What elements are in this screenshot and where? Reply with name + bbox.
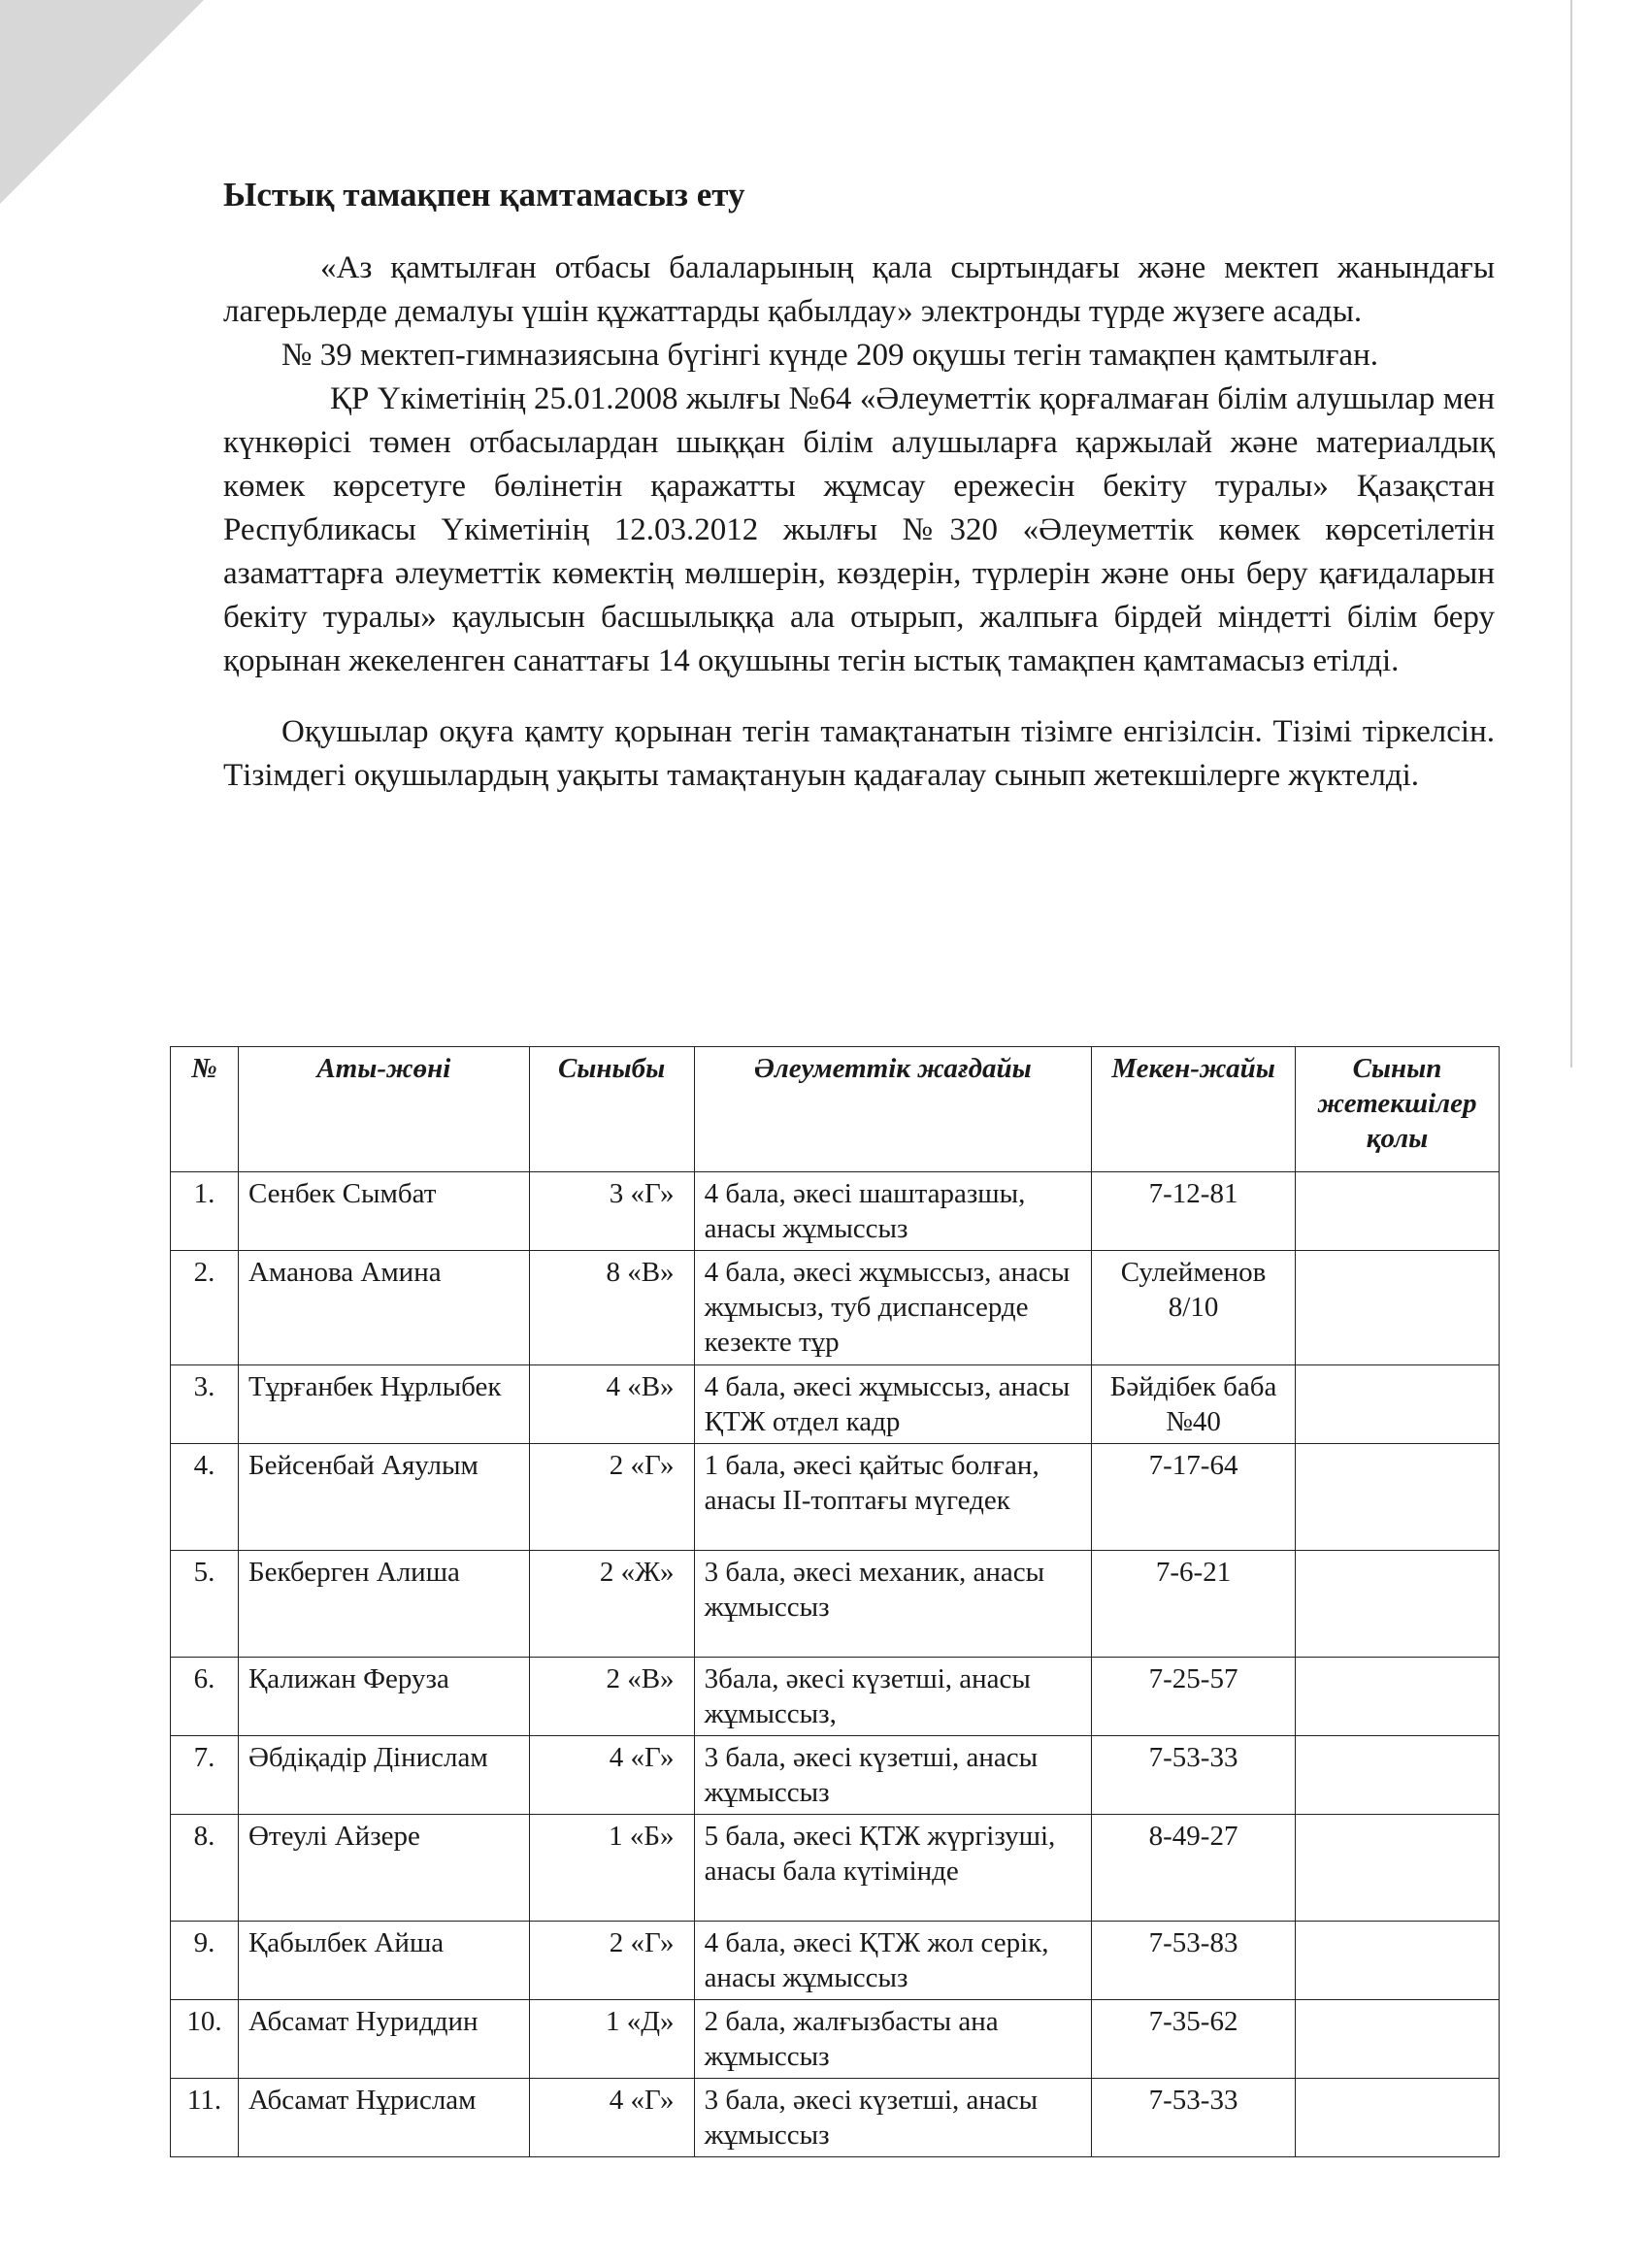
row-name: Қалижан Феруза	[238, 1658, 529, 1736]
row-social-status: 3 бала, әкесі механик, анасы жұмыссыз	[694, 1551, 1092, 1658]
row-signature	[1296, 1736, 1500, 1815]
row-grade: 2 «В»	[529, 1658, 694, 1736]
row-address: 7-25-57	[1092, 1658, 1296, 1736]
row-address: 7-17-64	[1092, 1444, 1296, 1551]
row-name: Бейсенбай Аяулым	[238, 1444, 529, 1551]
table-row	[171, 2000, 1500, 2079]
table-row	[171, 2079, 1500, 2157]
row-signature	[1296, 1444, 1500, 1551]
row-number: 8.	[171, 1815, 239, 1922]
table-row	[171, 1444, 1500, 1551]
row-number: 4.	[171, 1444, 239, 1551]
row-grade: 3 «Г»	[529, 1172, 694, 1251]
row-signature	[1296, 1815, 1500, 1922]
header-social-status: Әлеуметтік жағдайы	[694, 1047, 1092, 1172]
row-social-status: 3 бала, әкесі күзетші, анасы жұмыссыз	[694, 1736, 1092, 1815]
row-signature	[1296, 1551, 1500, 1658]
row-signature	[1296, 2079, 1500, 2157]
row-signature	[1296, 1922, 1500, 2000]
row-address: 7-53-33	[1092, 1736, 1296, 1815]
document-body	[223, 175, 1495, 798]
table-row	[171, 1172, 1500, 1251]
row-name: Қабылбек Айша	[238, 1922, 529, 2000]
row-social-status: 4 бала, әкесі жұмыссыз, анасы жұмысыз, туб диспансерде кезекте тұр	[694, 1251, 1092, 1365]
row-address: 7-6-21	[1092, 1551, 1296, 1658]
row-social-status: 4 бала, әкесі ҚТЖ жол серік, анасы жұмыссыз	[694, 1922, 1092, 2000]
header-name: Аты-жөні	[238, 1047, 529, 1172]
row-number: 11.	[171, 2079, 239, 2157]
table-row	[171, 1658, 1500, 1736]
document-heading: Ыстық тамақпен қамтамасыз ету	[223, 176, 745, 214]
row-address: 7-53-33	[1092, 2079, 1296, 2157]
row-number: 10.	[171, 2000, 239, 2079]
row-number: 6.	[171, 1658, 239, 1736]
row-name: Тұрғанбек Нұрлыбек	[238, 1365, 529, 1444]
row-grade: 1 «Д»	[529, 2000, 694, 2079]
row-name: Өтеулі Айзере	[238, 1815, 529, 1922]
table-row	[171, 1551, 1500, 1658]
row-address: 7-53-83	[1092, 1922, 1296, 2000]
row-name: Абсамат Нуриддин	[238, 2000, 529, 2079]
paragraph-3: ҚР Үкіметінің 25.01.2008 жылғы №64 «Әлеуметтік қорғалмаған білім алушылар мен күнкөрісі төмен отбасылардан шыққан білім алушыларға қаржылай және материалдық көмек көрсетуге бөлінетін қаражатты жұмсау ережесін бекіту туралы» Қазақстан Республикасы Үкіметінің 12.03.2012 жылғы №320 «Әлеуметтік көмек көрсетілетін азаматтарға әлеуметтік көмектің мөлшерін, көздерін, түрлерін және оны беру қағидаларын бекіту туралы» қаулысын басшылыққа ала отырып, жалпыға бірдей міндетті білім беру қорынан жекеленген санаттағы 14 оқушыны тегін ыстық тамақпен қамтамасыз етілді.	[223, 381, 1495, 678]
row-name: Сенбек Сымбат	[238, 1172, 529, 1251]
row-address: 8-49-27	[1092, 1815, 1296, 1922]
row-signature	[1296, 1251, 1500, 1365]
row-signature	[1296, 1365, 1500, 1444]
row-number: 3.	[171, 1365, 239, 1444]
row-name: Абсамат Нұрислам	[238, 2079, 529, 2157]
header-signature: Сынып жетекшілер қолы	[1296, 1047, 1500, 1172]
row-grade: 4 «Г»	[529, 1736, 694, 1815]
row-number: 2.	[171, 1251, 239, 1365]
table-body	[171, 1172, 1500, 2157]
row-name: Аманова Амина	[238, 1251, 529, 1365]
row-number: 7.	[171, 1736, 239, 1815]
paragraph-4: Оқушылар оқуға қамту қорынан тегін тамақтанатын тізімге енгізілсін. Тізімі тіркелсін. Тізімдегі оқушылардың уақыты тамақтануын қадағалау сынып жетекшілерге жүктелді.	[223, 714, 1495, 793]
paragraph-1: «Аз қамтылған отбасы балаларының қала сыртындағы және мектеп жанындағы лагерьлерде демалуы үшін құжаттарды қабылдау» электронды түрде жүзеге асады.	[223, 250, 1495, 329]
row-signature	[1296, 1658, 1500, 1736]
row-grade: 2 «Г»	[529, 1444, 694, 1551]
row-grade: 2 «Г»	[529, 1922, 694, 2000]
row-address: 7-35-62	[1092, 2000, 1296, 2079]
row-social-status: 4 бала, әкесі жұмыссыз, анасы ҚТЖ отдел кадр	[694, 1365, 1092, 1444]
table-row	[171, 1922, 1500, 2000]
header-grade: Сыныбы	[529, 1047, 694, 1172]
row-number: 9.	[171, 1922, 239, 2000]
row-grade: 1 «Б»	[529, 1815, 694, 1922]
row-grade: 8 «В»	[529, 1251, 694, 1365]
row-number: 1.	[171, 1172, 239, 1251]
row-grade: 4 «В»	[529, 1365, 694, 1444]
row-social-status: 5 бала, әкесі ҚТЖ жүргізуші, анасы бала күтімінде	[694, 1815, 1092, 1922]
row-grade: 2 «Ж»	[529, 1551, 694, 1658]
row-social-status: 3бала, әкесі күзетші, анасы жұмыссыз,	[694, 1658, 1092, 1736]
row-social-status: 1 бала, әкесі қайтыс болған, анасы II-топтағы мүгедек	[694, 1444, 1092, 1551]
students-table	[170, 1046, 1500, 2157]
row-signature	[1296, 1172, 1500, 1251]
row-name: Әбдіқадір Дінислам	[238, 1736, 529, 1815]
table-row	[171, 1365, 1500, 1444]
paragraph-2: № 39 мектеп-гимназиясына бүгінгі күнде 209 оқушы тегін тамақпен қамтылған.	[281, 338, 1378, 373]
row-signature	[1296, 2000, 1500, 2079]
row-address: 7-12-81	[1092, 1172, 1296, 1251]
row-social-status: 2 бала, жалғызбасты ана жұмыссыз	[694, 2000, 1092, 2079]
scan-edge-line	[1570, 0, 1572, 1068]
header-number: №	[171, 1047, 239, 1172]
table-row	[171, 1736, 1500, 1815]
row-social-status: 3 бала, әкесі күзетші, анасы жұмыссыз	[694, 2079, 1092, 2157]
page-fold-corner	[0, 0, 204, 204]
table-row	[171, 1815, 1500, 1922]
row-name: Бекберген Алиша	[238, 1551, 529, 1658]
row-address: Сулейменов 8/10	[1092, 1251, 1296, 1365]
table-row	[171, 1251, 1500, 1365]
row-address: Бәйдібек баба №40	[1092, 1365, 1296, 1444]
header-address: Мекен-жайы	[1092, 1047, 1296, 1172]
row-number: 5.	[171, 1551, 239, 1658]
row-social-status: 4 бала, әкесі шаштаразшы, анасы жұмыссыз	[694, 1172, 1092, 1251]
row-grade: 4 «Г»	[529, 2079, 694, 2157]
table-header-row	[171, 1047, 1500, 1172]
